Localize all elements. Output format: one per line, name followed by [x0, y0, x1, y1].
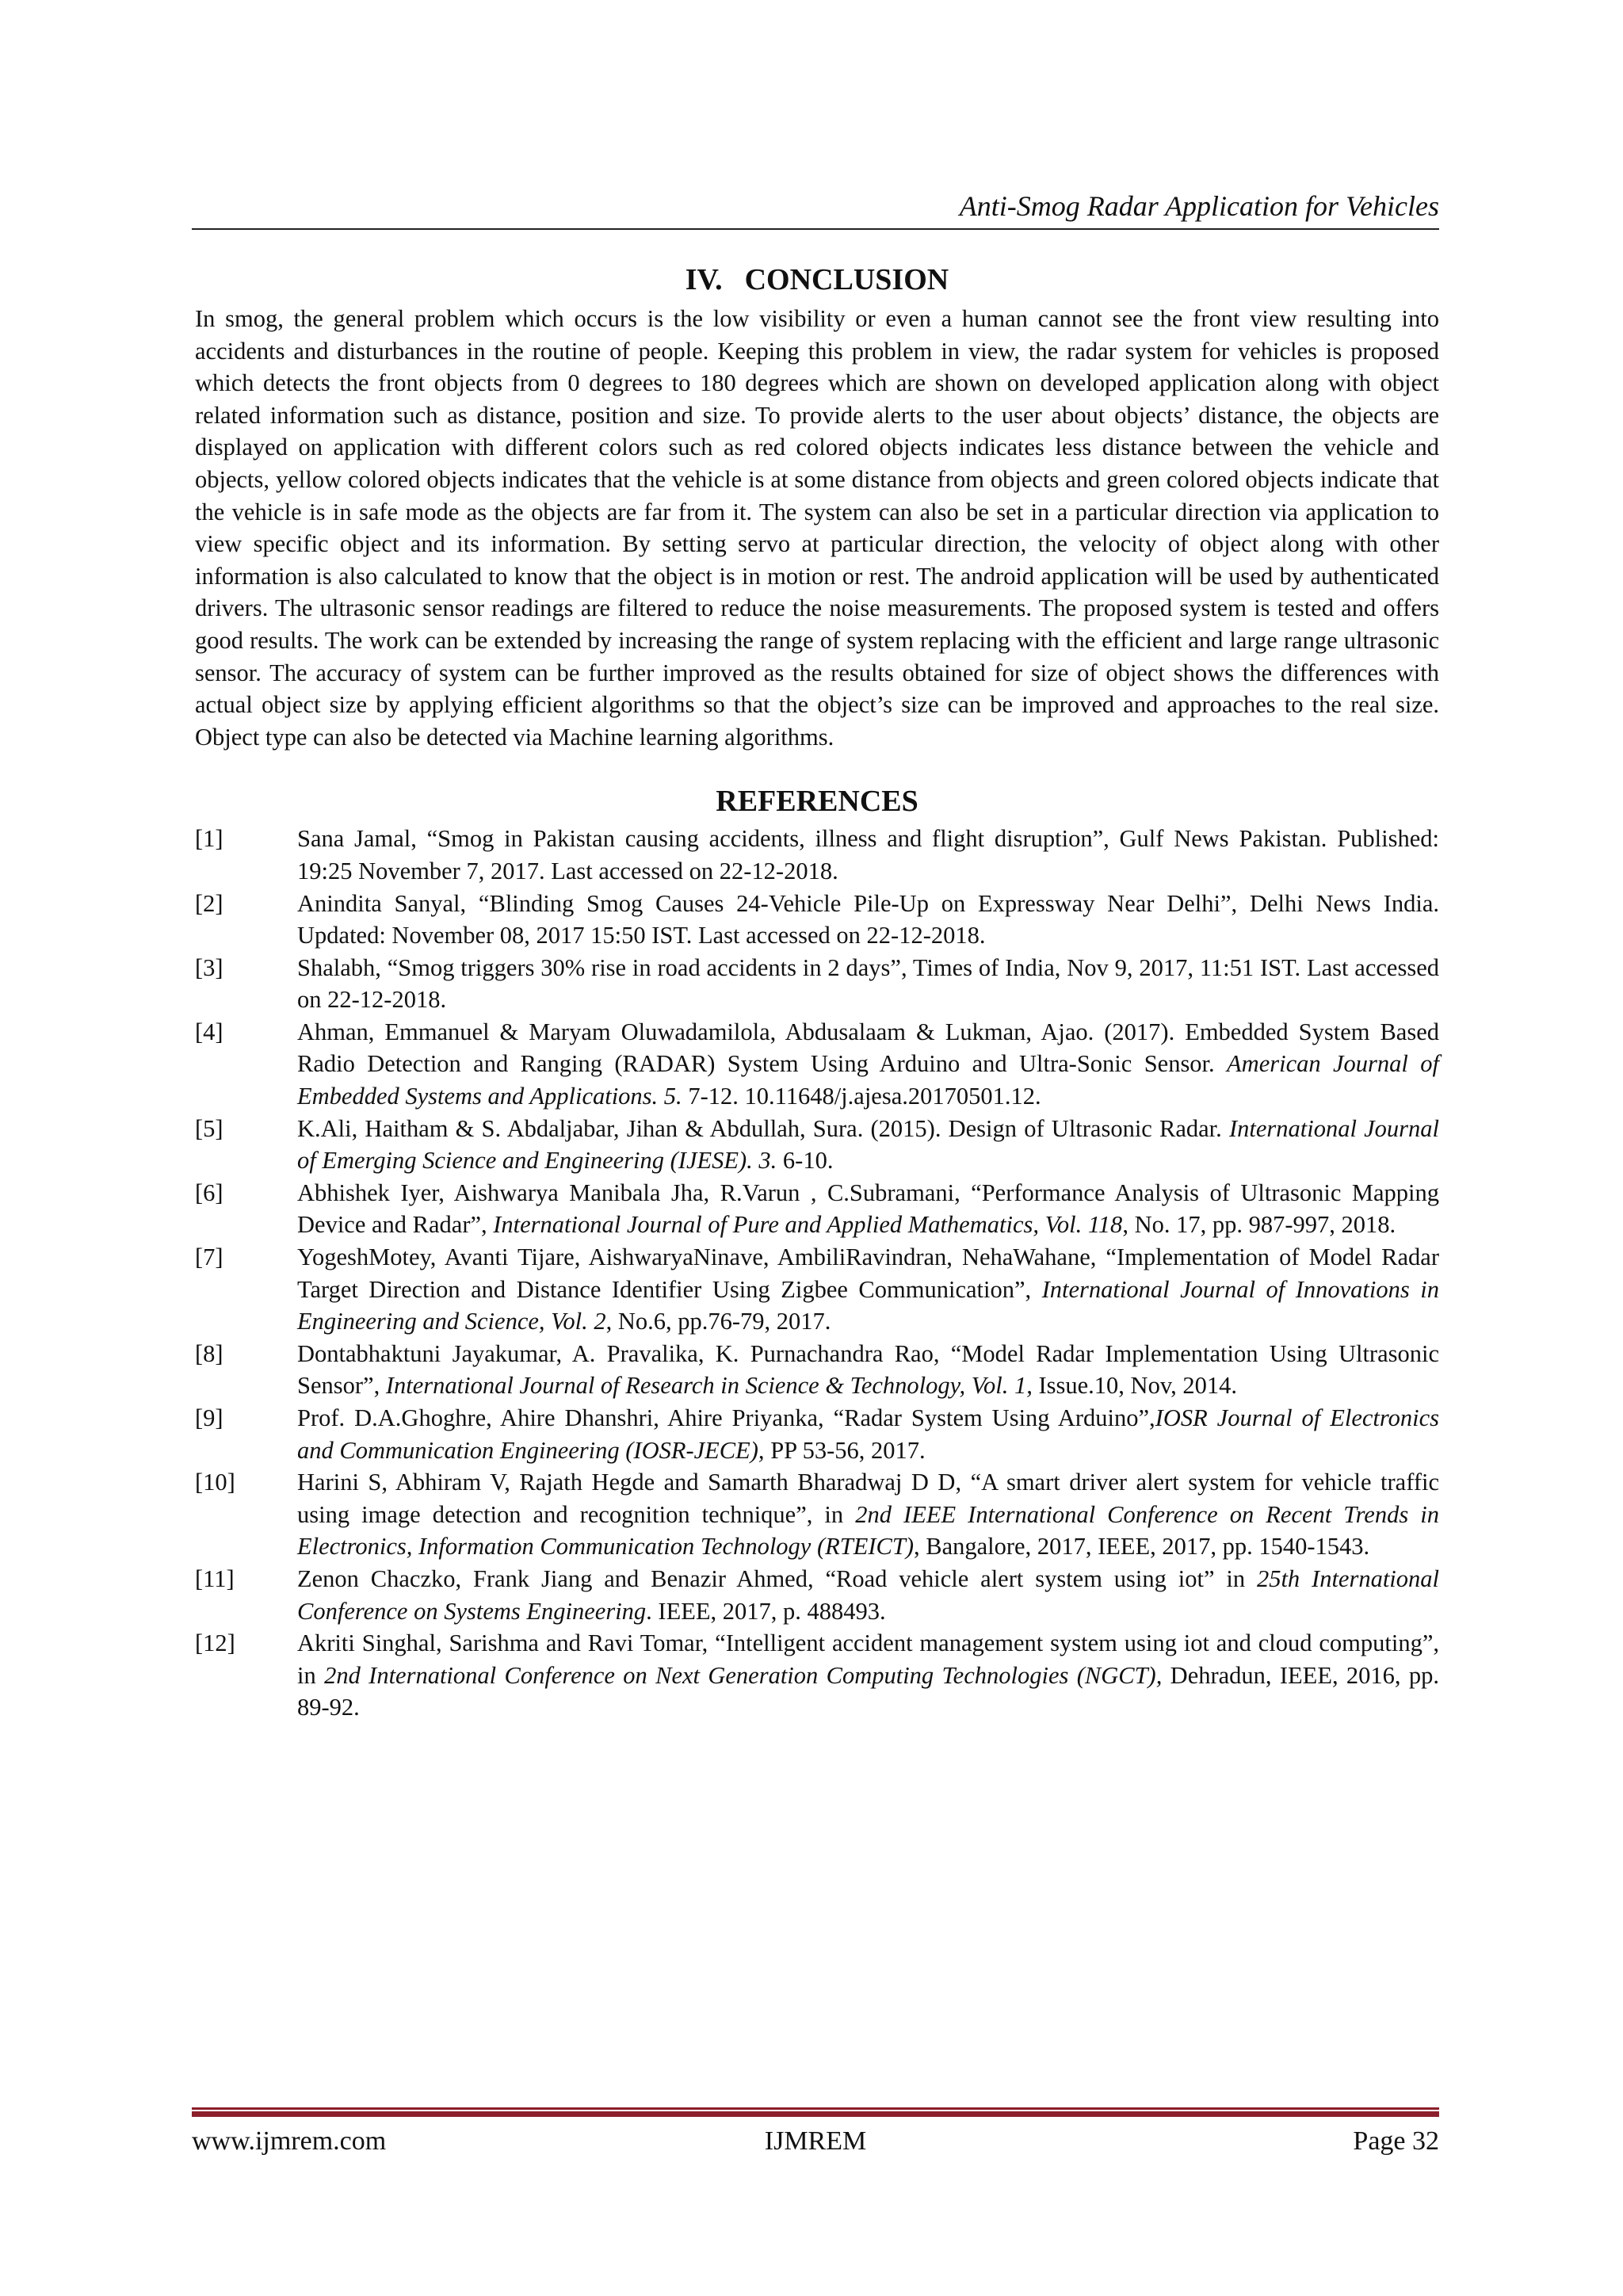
reference-number: [9] — [195, 1404, 223, 1431]
reference-item — [195, 952, 1439, 1016]
reference-text — [297, 1115, 1439, 1175]
reference-text-part: . IEEE, 2017, p. 488493. — [646, 1597, 886, 1625]
reference-source-italic: International Journal of Innovations in Engineering and Science, Vol. 2 — [297, 1275, 1439, 1335]
reference-text-part: , No.6, pp.76-79, 2017. — [605, 1308, 831, 1335]
reference-source-italic: International Journal of Pure and Applied Mathematics, Vol. 118 — [493, 1211, 1123, 1239]
reference-text-part: Issue.10, Nov, 2014. — [1032, 1372, 1237, 1400]
footer-page-number: Page 32 — [1353, 2126, 1439, 2156]
reference-text-part: Prof. D.A.Ghoghre, Ahire Dhanshri, Ahire Priyanka, “Radar System Using Arduino”, — [297, 1404, 1155, 1431]
reference-text — [297, 1629, 1439, 1721]
reference-number: [2] — [195, 889, 223, 917]
reference-number: [7] — [195, 1244, 223, 1271]
reference-source-italic: 2nd IEEE International Conference on Recent Trends in Electronics, Information Communication Technology (RTEICT) — [297, 1500, 1439, 1561]
reference-item — [195, 1177, 1439, 1241]
reference-text — [297, 1018, 1439, 1110]
reference-text-part: Dontabhaktuni Jayakumar, A. Pravalika, K. Purnachandra Rao, “Model Radar Implementation Using Ultrasonic Sensor”, — [297, 1339, 1439, 1400]
reference-text-part: K.Ali, Haitham & S. Abdaljabar, Jihan & Abdullah, Sura. (2015). Design of Ultrasonic Radar. — [297, 1114, 1229, 1142]
reference-item — [195, 1466, 1439, 1563]
reference-source-italic: International Journal of Emerging Science and Engineering (IJESE). 3. — [297, 1114, 1439, 1175]
section-number: IV. — [685, 263, 723, 296]
reference-item — [195, 1241, 1439, 1338]
reference-number: [4] — [195, 1018, 223, 1045]
reference-source-italic: 2nd International Conference on Next Generation Computing Technologies (NGCT), — [324, 1661, 1163, 1689]
reference-number: [5] — [195, 1114, 223, 1142]
reference-text-part: YogeshMotey, Avanti Tijare, AishwaryaNinave, AmbiliRavindran, NehaWahane, “Implementation of Model Radar Target Direction and Distance Identifier Using Zigbee Communication”, — [297, 1244, 1439, 1303]
reference-item — [195, 1402, 1439, 1466]
reference-number: [3] — [195, 953, 223, 981]
reference-text-part: Sana Jamal, “Smog in Pakistan causing accidents, illness and flight disruption”, Gulf News Pakistan. Published: 19:25 November 7, 2017. Last accessed on 22-12-2018. — [297, 825, 1439, 884]
reference-source-italic: IOSR Journal of Electronics and Communication Engineering (IOSR-JECE), — [297, 1404, 1439, 1464]
reference-text — [297, 1469, 1439, 1560]
reference-item — [195, 823, 1439, 887]
footer-journal: IJMREM — [764, 2126, 867, 2156]
reference-text-part: Shalabh, “Smog triggers 30% rise in road accidents in 2 days”, Times of India, Nov 9, 2017, 11:51 IST. Last accessed on 22-12-2018. — [297, 953, 1439, 1014]
reference-item — [195, 1627, 1439, 1724]
reference-text-part: 6-10. — [777, 1147, 834, 1175]
reference-item — [195, 1338, 1439, 1402]
footer-website: www.ijmrem.com — [192, 2126, 387, 2156]
reference-text — [297, 1179, 1439, 1239]
reference-text-part: Anindita Sanyal, “Blinding Smog Causes 24-Vehicle Pile-Up on Expressway Near Delhi”, Delhi News India. Updated: November 08, 2017 15:50 IST. Last accessed on 22-12-2018. — [297, 889, 1439, 949]
reference-text-part: , No. 17, pp. 987-997, 2018. — [1122, 1211, 1396, 1239]
section-title: CONCLUSION — [744, 263, 949, 296]
reference-text-part: PP 53-56, 2017. — [764, 1436, 926, 1464]
reference-number: [10] — [195, 1469, 235, 1496]
reference-text — [297, 1244, 1439, 1335]
header-rule — [192, 228, 1439, 230]
reference-item — [195, 1113, 1439, 1177]
reference-number: [8] — [195, 1339, 223, 1367]
reference-item — [195, 1016, 1439, 1113]
reference-source-italic: International Journal of Research in Science & Technology, Vol. 1, — [385, 1372, 1033, 1400]
reference-number: [1] — [195, 825, 223, 853]
reference-text — [297, 825, 1439, 884]
reference-number: [11] — [195, 1564, 235, 1592]
reference-text — [297, 890, 1439, 949]
reference-text — [297, 1340, 1439, 1400]
reference-text-part: , Bangalore, 2017, IEEE, 2017, pp. 1540-1543. — [913, 1533, 1370, 1561]
running-header: Anti-Smog Radar Application for Vehicles — [959, 190, 1439, 222]
conclusion-paragraph: In smog, the general problem which occurs is the low visibility or even a human cannot see the front view resulting into accidents and disturbances in the routine of people. Keeping this problem in view, the radar system for vehicles is proposed which detects the front objects from 0 degrees to 180 degrees which are shown on developed application along with object related information such as distance, position and size. To provide alerts to the user about objects’ distance, the objects are displayed on application with different colors such as red colored objects indicates less distance between the vehicle and objects, yellow colored objects indicates that the vehicle is at some distance from objects and green colored objects indicate that the vehicle is in safe mode as the objects are far from it. The system can also be set in a particular direction via application to view specific object and its information. By setting servo at particular direction, the velocity of object along with other information is also calculated to know that the object is in motion or rest. The android application will be used by authenticated drivers. The ultrasonic sensor readings are filtered to reduce the noise measurements. The proposed system is tested and offers good results. The work can be extended by increasing the range of system replacing with the efficient and large range ultrasonic sensor. The accuracy of system can be further improved as the results obtained for size of object shows the differences with actual object size by applying efficient algorithms so that the object’s size can be improved and approaches to the real size. Object type can also be detected via Machine learning algorithms. — [195, 305, 1439, 751]
reference-text-part: Abhishek Iyer, Aishwarya Manibala Jha, R.Varun , C.Subramani, “Performance Analysis of Ultrasonic Mapping Device and Radar”, — [297, 1179, 1439, 1239]
page-footer — [192, 2124, 1439, 2164]
reference-text — [297, 954, 1439, 1014]
reference-number: [6] — [195, 1179, 223, 1206]
conclusion-heading — [195, 262, 1439, 298]
reference-source-italic: American Journal of Embedded Systems and Applications. 5. — [297, 1050, 1439, 1110]
reference-text-part: Dehradun, IEEE, 2016, pp. 89-92. — [297, 1661, 1440, 1721]
reference-text-part: 7-12. 10.11648/j.ajesa.20170501.12. — [682, 1083, 1041, 1110]
references-heading: REFERENCES — [716, 785, 918, 819]
footer-rule — [192, 2107, 1439, 2117]
reference-text-part: Akriti Singhal, Sarishma and Ravi Tomar, “Intelligent accident management system using iot and cloud computing”, in — [297, 1629, 1439, 1689]
page-content — [195, 262, 1439, 1724]
reference-text — [297, 1565, 1439, 1625]
reference-text-part: Harini S, Abhiram V, Rajath Hegde and Samarth Bharadwaj D D, “A smart driver alert system for vehicle traffic using image detection and recognition technique”, in — [297, 1469, 1439, 1528]
reference-text — [297, 1404, 1439, 1464]
reference-item — [195, 1563, 1439, 1627]
reference-text-part: Zenon Chaczko, Frank Jiang and Benazir Ahmed, “Road vehicle alert system using iot” in — [297, 1564, 1257, 1592]
reference-text-part: Ahman, Emmanuel & Maryam Oluwadamilola, Abdusalaam & Lukman, Ajao. (2017). Embedded System Based Radio Detection and Ranging (RADAR) System Using Arduino and Ultra-Sonic Sensor. — [297, 1018, 1439, 1078]
reference-number: [12] — [195, 1629, 235, 1657]
reference-list — [195, 823, 1439, 1724]
reference-source-italic: 25th International Conference on Systems Engineering — [297, 1564, 1440, 1625]
reference-item — [195, 888, 1439, 952]
